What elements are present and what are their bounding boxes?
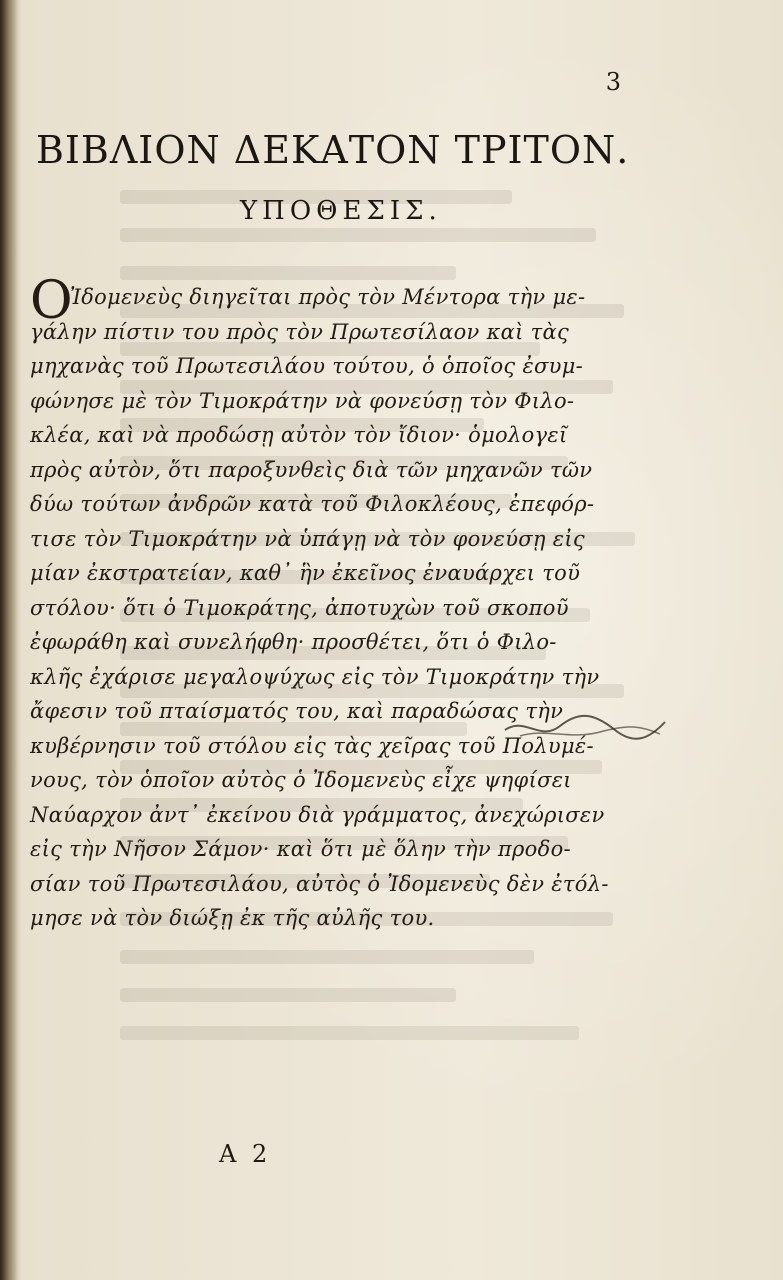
book-title: ΒΙΒΛΙΟΝ ΔΕΚΑΤΟΝ ΤΡΙΤΟΝ.: [36, 128, 630, 172]
text-line: γάλην πίστιν του πρὸς τὸν Πρωτεσίλαον καὶ τὰς: [30, 319, 570, 344]
text-line: εἰς τὴν Νῆσον Σάμον· καὶ ὅτι μὲ ὅλην τὴν προδο-: [30, 837, 571, 861]
text-line: μησε νὰ τὸν διώξῃ ἐκ τῆς αὐλῆς του.: [30, 906, 435, 930]
text-line: ἐφωράθη καὶ συνελήφθη· προσθέτει, ὅτι ὁ Φιλο-: [30, 630, 557, 654]
text-line: μηχανὰς τοῦ Πρωτεσιλάου τούτου, ὁ ὁποῖος ἐσυμ-: [30, 354, 584, 378]
text-line: μίαν ἐκστρατείαν, καθ᾽ ἣν ἐκεῖνος ἐναυάρχει τοῦ: [30, 561, 581, 585]
text-line: σίαν τοῦ Πρωτεσιλάου, αὐτὸς ὁ Ἰδομενεὺς δὲν ἐτόλ-: [30, 871, 609, 896]
summary-paragraph: [30, 271, 670, 936]
text-line: στόλου· ὅτι ὁ Τιμοκράτης, ἀποτυχὼν τοῦ σκοποῦ: [30, 595, 569, 620]
spine-shadow: [0, 0, 18, 1280]
text-line: Ναύαρχον ἀντ᾽ ἐκείνου διὰ γράμματος, ἀνεχώρισεν: [30, 802, 605, 827]
text-line: ΟἸδομενεὺς διηγεῖται πρὸς τὸν Μέντορα τὴν με-: [30, 271, 586, 331]
drop-cap: Ο: [30, 271, 73, 331]
text-line: πρὸς αὐτὸν, ὅτι παροξυνθεὶς διὰ τῶν μηχανῶν τῶν: [30, 457, 593, 482]
text-line: κλῆς ἐχάρισε μεγαλοψύχως εἰς τὸν Τιμοκράτην τὴν: [30, 664, 600, 689]
text-line: τισε τὸν Τιμοκράτην νὰ ὑπάγῃ νὰ τὸν φονεύσῃ εἰς: [30, 526, 585, 551]
text-line: φώνησε μὲ τὸν Τιμοκράτην νὰ φονεύσῃ τὸν Φιλο-: [30, 388, 575, 413]
signature-mark: Α 2: [219, 1140, 272, 1168]
page-number: 3: [605, 68, 621, 96]
text-line: νους, τὸν ὁποῖον αὐτὸς ὁ Ἰδομενεὺς εἶχε ψηφίσει: [30, 768, 572, 792]
text-line: ἄφεσιν τοῦ πταίσματός του, καὶ παραδώσας τὴν: [30, 699, 564, 723]
text-line: κλέα, καὶ νὰ προδώσῃ αὐτὸν τὸν ἴδιον· ὁμολογεῖ: [30, 423, 568, 447]
section-heading: ΥΠΟΘΕΣΙΣ.: [240, 196, 442, 226]
handwritten-scribble: [500, 708, 670, 748]
text-line: δύω τούτων ἀνδρῶν κατὰ τοῦ Φιλοκλέους, ἐπεφόρ-: [30, 492, 595, 516]
text-line: κυβέρνησιν τοῦ στόλου εἰς τὰς χεῖρας τοῦ Πολυμέ-: [30, 733, 594, 758]
